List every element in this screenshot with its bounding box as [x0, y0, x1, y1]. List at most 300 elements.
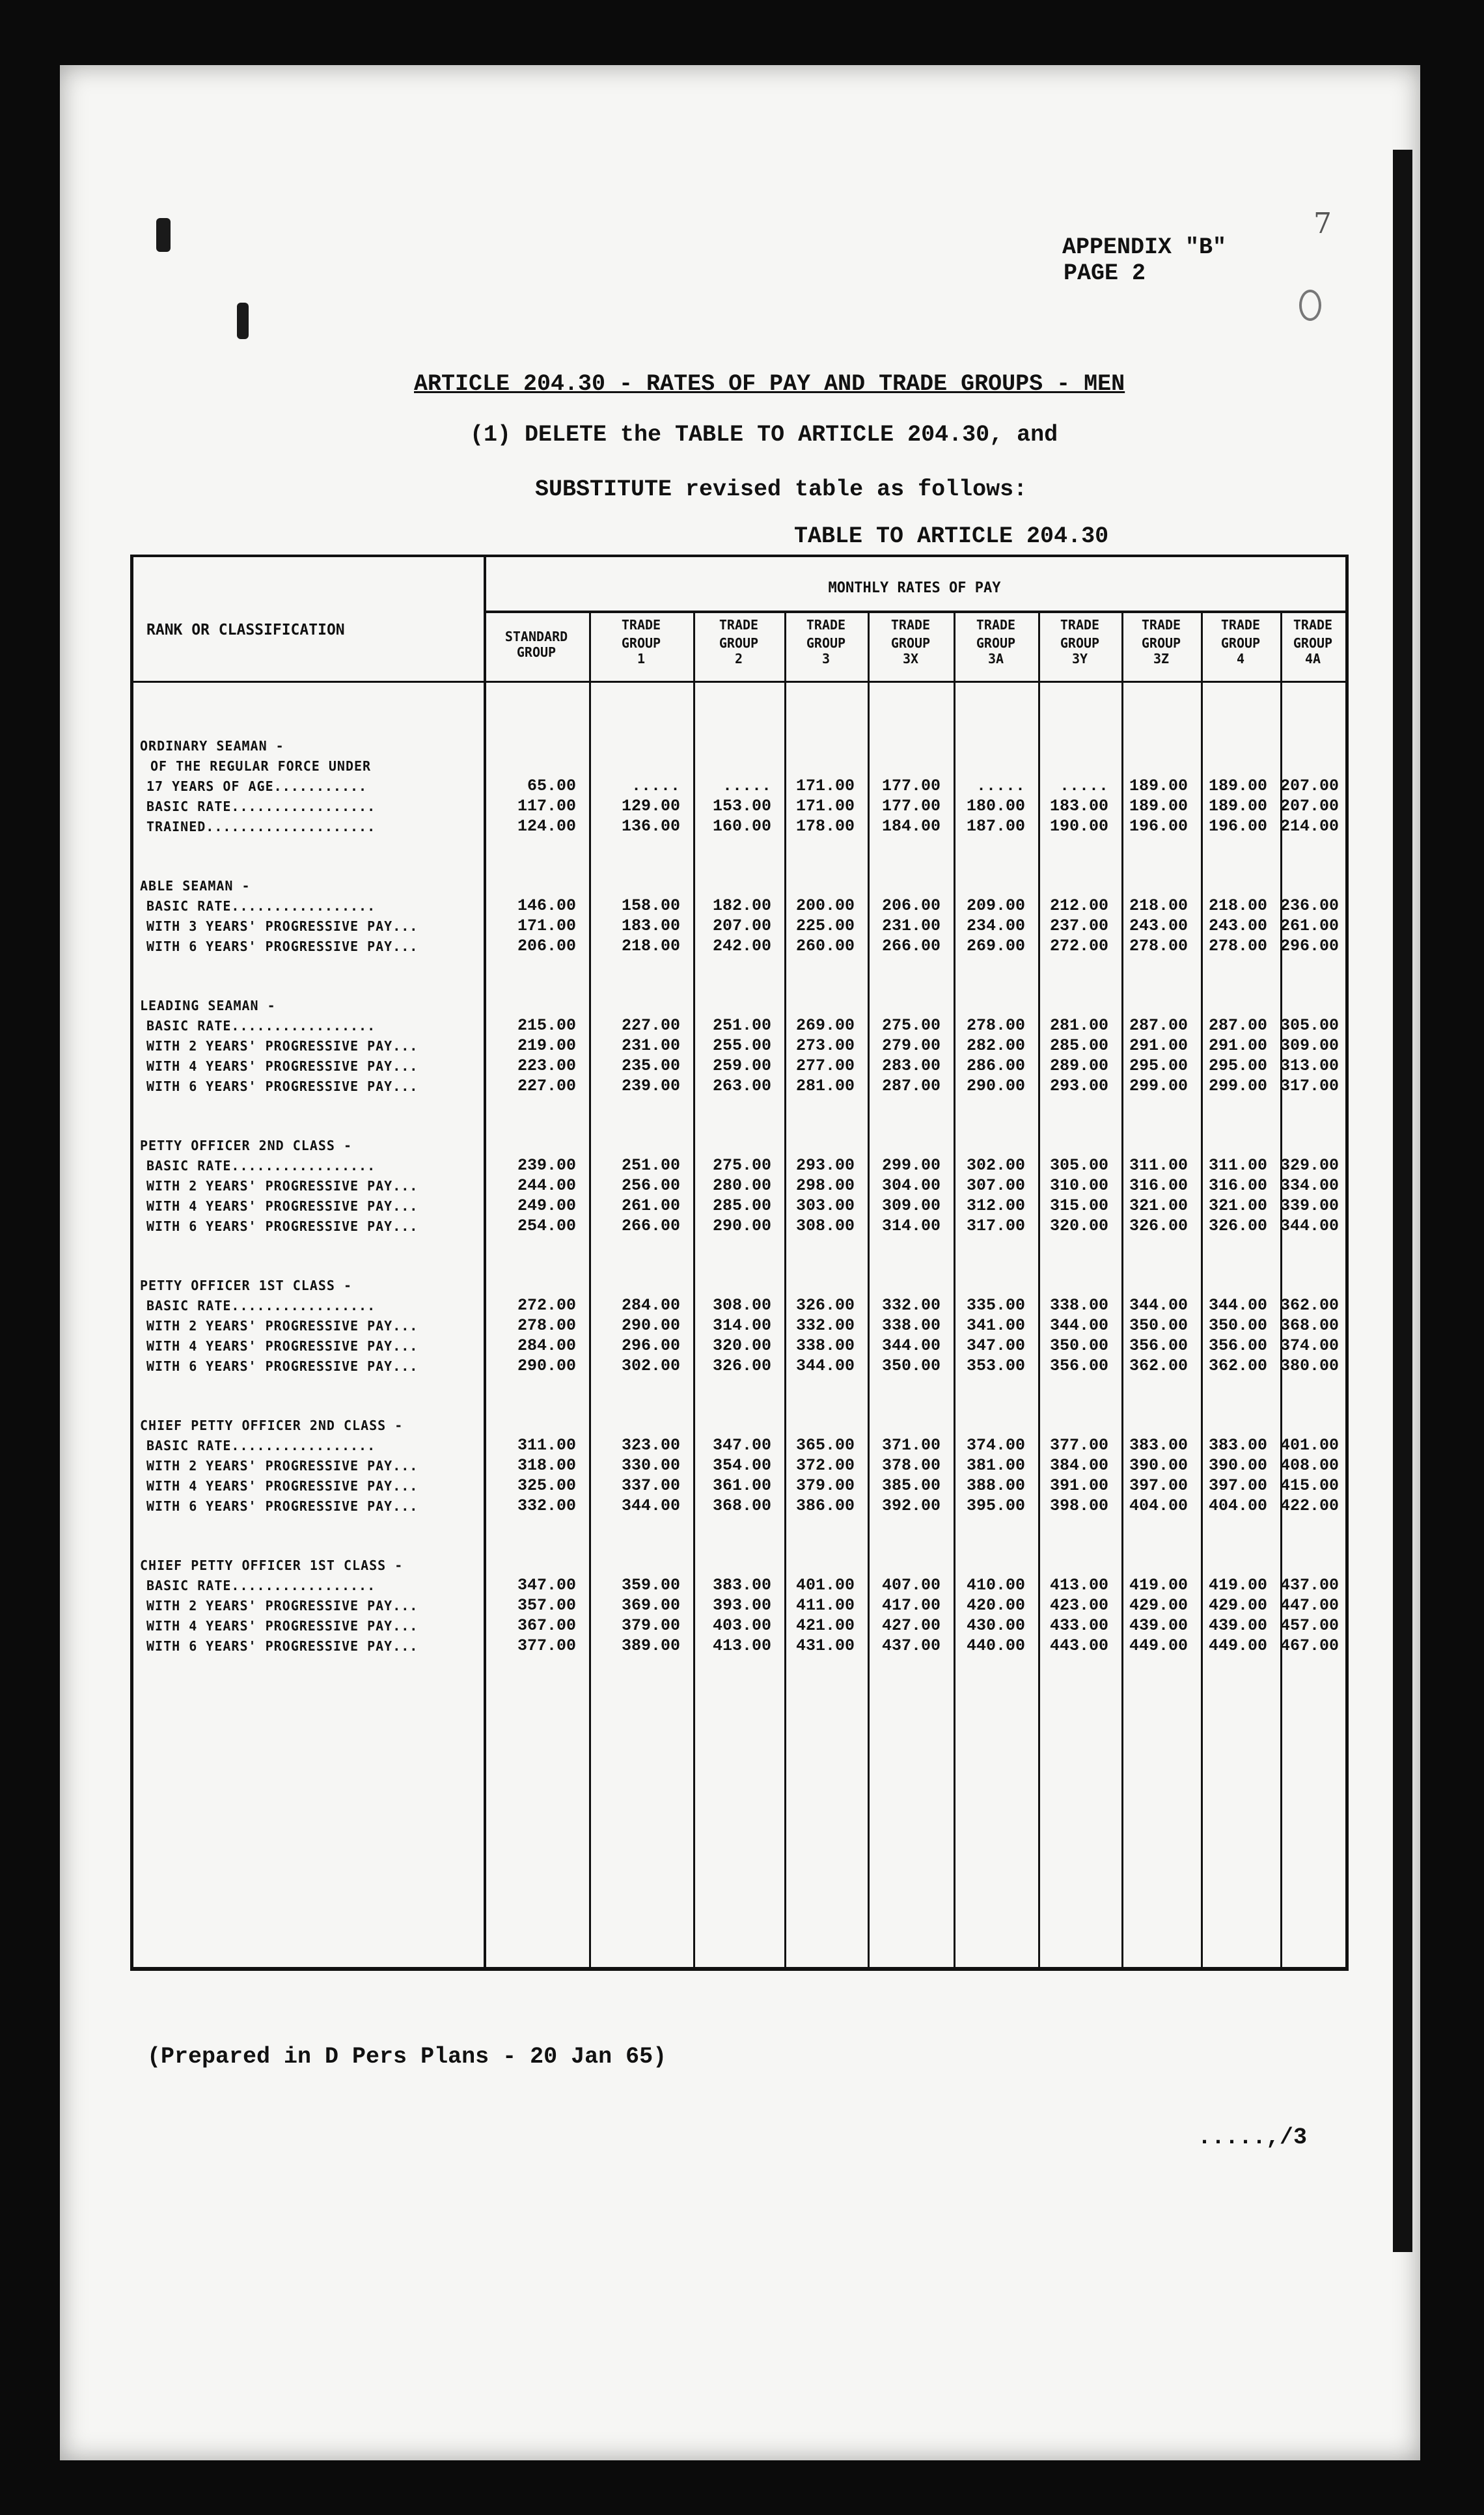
pay-cell: 362.00: [1129, 1356, 1188, 1375]
pay-cell: 447.00: [1280, 1596, 1340, 1615]
pay-cell: 254.00: [517, 1216, 576, 1235]
pay-cell: 266.00: [621, 1216, 680, 1235]
pay-cell: 243.00: [1129, 916, 1188, 935]
pay-cell: 209.00: [966, 896, 1025, 915]
instruction-substitute: SUBSTITUTE revised table as follows:: [535, 476, 1028, 502]
pay-cell: 184.00: [881, 817, 941, 836]
pay-cell: 263.00: [712, 1077, 771, 1095]
pay-cell: 377.00: [517, 1636, 576, 1655]
pay-cell: 307.00: [966, 1176, 1025, 1195]
pay-cell: 178.00: [795, 817, 855, 836]
row-label: TRAINED....................: [146, 819, 376, 834]
pay-cell: 279.00: [881, 1036, 941, 1055]
pay-cell: 243.00: [1208, 916, 1267, 935]
pay-cell: 440.00: [966, 1636, 1025, 1655]
pay-cell: 289.00: [1049, 1056, 1108, 1075]
group-heading: PETTY OFFICER 2ND CLASS -: [140, 1138, 353, 1153]
column-header-line3: 4: [1236, 651, 1245, 667]
pay-cell: 311.00: [1208, 1156, 1267, 1175]
pay-cell: 371.00: [881, 1436, 941, 1455]
pay-cell: 419.00: [1129, 1576, 1188, 1595]
column-header-line1: TRADE: [719, 617, 759, 633]
column-header-line2: GROUP: [1220, 635, 1261, 651]
row-label: BASIC RATE.................: [146, 1018, 376, 1034]
pay-cell: 290.00: [966, 1077, 1025, 1095]
pay-cell: 293.00: [795, 1156, 855, 1175]
row-label: WITH 4 YEARS' PROGRESSIVE PAY...: [146, 1198, 419, 1214]
pay-cell: 413.00: [1049, 1576, 1108, 1595]
row-label: WITH 2 YEARS' PROGRESSIVE PAY...: [146, 1598, 419, 1614]
pay-cell: 244.00: [517, 1176, 576, 1195]
pay-cell: 278.00: [1208, 937, 1267, 955]
pay-cell: 310.00: [1049, 1176, 1108, 1195]
pay-cell: 183.00: [621, 916, 680, 935]
pay-cell: 305.00: [1280, 1016, 1340, 1035]
row-label: WITH 6 YEARS' PROGRESSIVE PAY...: [146, 1498, 419, 1514]
column-header-line1: TRADE: [890, 617, 931, 633]
pay-cell: 313.00: [1280, 1056, 1340, 1075]
pay-cell: 302.00: [966, 1156, 1025, 1175]
column-header-line2: GROUP: [719, 635, 759, 651]
column-header-line2: GROUP: [890, 635, 931, 651]
pay-cell: 318.00: [517, 1456, 576, 1475]
pay-cell: 317.00: [1280, 1077, 1340, 1095]
pay-cell: 299.00: [881, 1156, 941, 1175]
pay-cell: 404.00: [1129, 1496, 1188, 1515]
pay-cell: 325.00: [517, 1476, 576, 1495]
group-heading: ABLE SEAMAN -: [140, 878, 251, 894]
pay-cell: 347.00: [517, 1576, 576, 1595]
pay-cell: 272.00: [1049, 937, 1108, 955]
pay-cell: 419.00: [1208, 1576, 1267, 1595]
pay-cell: 287.00: [1208, 1016, 1267, 1035]
pay-cell: 290.00: [621, 1316, 680, 1335]
pay-cell: 338.00: [881, 1316, 941, 1335]
pay-cell: 280.00: [712, 1176, 771, 1195]
pay-cell: 347.00: [966, 1336, 1025, 1355]
column-header-line1: STANDARD: [504, 629, 568, 644]
appendix-label: APPENDIX "B": [1062, 234, 1227, 260]
row-label: BASIC RATE.................: [146, 1438, 376, 1453]
pay-cell: 367.00: [517, 1616, 576, 1635]
pay-cell: 227.00: [621, 1016, 680, 1035]
pay-cell: 180.00: [966, 797, 1025, 816]
pay-cell: 392.00: [881, 1496, 941, 1515]
pay-cell: 287.00: [1129, 1016, 1188, 1035]
pay-cell: 368.00: [1280, 1316, 1340, 1335]
pay-cell: 261.00: [1280, 916, 1340, 935]
pay-cell: 255.00: [712, 1036, 771, 1055]
pay-cell: 356.00: [1049, 1356, 1108, 1375]
pay-cell: 158.00: [621, 896, 680, 915]
pay-cell: 129.00: [621, 797, 680, 816]
monthly-rates-header: MONTHLY RATES OF PAY: [828, 580, 1001, 596]
pay-cell: 326.00: [712, 1356, 771, 1375]
pay-cell: 242.00: [712, 937, 771, 955]
pay-cell: 338.00: [795, 1336, 855, 1355]
pay-cell: 344.00: [1208, 1296, 1267, 1315]
pay-cell: .....: [976, 776, 1025, 795]
pay-cell: 449.00: [1208, 1636, 1267, 1655]
pay-cell: 321.00: [1208, 1196, 1267, 1215]
column-header-line1: TRADE: [976, 617, 1016, 633]
column-header-line1: TRADE: [1293, 617, 1333, 633]
column-header-line3: 3X: [902, 651, 919, 667]
table-title: TABLE TO ARTICLE 204.30: [794, 523, 1109, 549]
pay-cell: 329.00: [1280, 1156, 1340, 1175]
rank-column-header: RANK OR CLASSIFICATION: [146, 622, 345, 639]
pay-cell: 212.00: [1049, 896, 1108, 915]
pay-cell: 380.00: [1280, 1356, 1340, 1375]
pay-cell: 354.00: [712, 1456, 771, 1475]
pay-cell: 231.00: [881, 916, 941, 935]
page-number: 7: [1313, 207, 1332, 240]
table-divider-line: [484, 611, 1345, 613]
pay-cell: 353.00: [966, 1356, 1025, 1375]
punch-hole-mark: [156, 218, 171, 252]
pay-cell: 309.00: [881, 1196, 941, 1215]
pay-cell: 290.00: [712, 1216, 771, 1235]
group-heading: PETTY OFFICER 1ST CLASS -: [140, 1278, 353, 1293]
pay-cell: 316.00: [1208, 1176, 1267, 1195]
pay-cell: .....: [1059, 776, 1108, 795]
pay-cell: 207.00: [712, 916, 771, 935]
pay-cell: 293.00: [1049, 1077, 1108, 1095]
pay-cell: 365.00: [795, 1436, 855, 1455]
pay-cell: 223.00: [517, 1056, 576, 1075]
pay-cell: 344.00: [881, 1336, 941, 1355]
article-title: ARTICLE 204.30 - RATES OF PAY AND TRADE GROUPS - MEN: [414, 371, 1125, 397]
pay-cell: 383.00: [712, 1576, 771, 1595]
pay-cell: 321.00: [1129, 1196, 1188, 1215]
pay-cell: 344.00: [795, 1356, 855, 1375]
row-label: WITH 4 YEARS' PROGRESSIVE PAY...: [146, 1058, 419, 1074]
pay-cell: 225.00: [795, 916, 855, 935]
pay-cell: 439.00: [1129, 1616, 1188, 1635]
pay-cell: 146.00: [517, 896, 576, 915]
pay-cell: 296.00: [1280, 937, 1340, 955]
pay-cell: 316.00: [1129, 1176, 1188, 1195]
column-header-line1: TRADE: [1060, 617, 1100, 633]
pay-cell: 390.00: [1208, 1456, 1267, 1475]
pay-cell: 433.00: [1049, 1616, 1108, 1635]
pay-cell: 239.00: [517, 1156, 576, 1175]
row-label: WITH 4 YEARS' PROGRESSIVE PAY...: [146, 1478, 419, 1494]
pay-cell: 287.00: [881, 1077, 941, 1095]
pay-cell: 189.00: [1129, 797, 1188, 816]
pay-cell: 320.00: [1049, 1216, 1108, 1235]
pay-cell: 368.00: [712, 1496, 771, 1515]
pay-cell: 350.00: [1208, 1316, 1267, 1335]
pay-cell: 284.00: [517, 1336, 576, 1355]
pay-cell: 403.00: [712, 1616, 771, 1635]
pay-cell: 302.00: [621, 1356, 680, 1375]
pay-cell: 378.00: [881, 1456, 941, 1475]
pay-cell: .....: [631, 776, 680, 795]
pay-cell: 449.00: [1129, 1636, 1188, 1655]
pay-cell: 272.00: [517, 1296, 576, 1315]
pay-cell: 393.00: [712, 1596, 771, 1615]
column-header-line2: GROUP: [1060, 635, 1100, 651]
prepared-note: (Prepared in D Pers Plans - 20 Jan 65): [147, 2044, 667, 2070]
pay-cell: 218.00: [1208, 896, 1267, 915]
pay-cell: 323.00: [621, 1436, 680, 1455]
pay-cell: 315.00: [1049, 1196, 1108, 1215]
pay-cell: 196.00: [1129, 817, 1188, 836]
column-header-line3: 3: [821, 651, 831, 667]
pay-cell: 430.00: [966, 1616, 1025, 1635]
pay-cell: 390.00: [1129, 1456, 1188, 1475]
pay-cell: 383.00: [1208, 1436, 1267, 1455]
pay-cell: 443.00: [1049, 1636, 1108, 1655]
pay-cell: 344.00: [1049, 1316, 1108, 1335]
pay-cell: 317.00: [966, 1216, 1025, 1235]
pay-cell: 369.00: [621, 1596, 680, 1615]
row-label: WITH 2 YEARS' PROGRESSIVE PAY...: [146, 1458, 419, 1474]
pay-cell: 275.00: [881, 1016, 941, 1035]
pay-cell: 124.00: [517, 817, 576, 836]
continued-marker: .....,/3: [1198, 2124, 1308, 2151]
pay-cell: 285.00: [712, 1196, 771, 1215]
pay-cell: 356.00: [1208, 1336, 1267, 1355]
pay-cell: 385.00: [881, 1476, 941, 1495]
pay-cell: 266.00: [881, 937, 941, 955]
row-label: WITH 6 YEARS' PROGRESSIVE PAY...: [146, 1218, 419, 1234]
column-header-line3: 3Y: [1071, 651, 1088, 667]
pay-cell: 309.00: [1280, 1036, 1340, 1055]
group-subheading: OF THE REGULAR FORCE UNDER: [150, 758, 372, 774]
pay-cell: 344.00: [1280, 1216, 1340, 1235]
pay-cell: 291.00: [1129, 1036, 1188, 1055]
pay-cell: 283.00: [881, 1056, 941, 1075]
pay-cell: 326.00: [1129, 1216, 1188, 1235]
pay-cell: 389.00: [621, 1636, 680, 1655]
pay-cell: 196.00: [1208, 817, 1267, 836]
pay-cell: 350.00: [1049, 1336, 1108, 1355]
pay-cell: 314.00: [712, 1316, 771, 1335]
pay-cell: 215.00: [517, 1016, 576, 1035]
pay-cell: 362.00: [1208, 1356, 1267, 1375]
column-header-line2: GROUP: [806, 635, 846, 651]
column-header-line1: TRADE: [1141, 617, 1181, 633]
column-header-line2: GROUP: [976, 635, 1016, 651]
pay-cell: 326.00: [1208, 1216, 1267, 1235]
pay-cell: 407.00: [881, 1576, 941, 1595]
pay-cell: 467.00: [1280, 1636, 1340, 1655]
pay-cell: 415.00: [1280, 1476, 1340, 1495]
pay-cell: 383.00: [1129, 1436, 1188, 1455]
pay-cell: 437.00: [881, 1636, 941, 1655]
pay-cell: 281.00: [1049, 1016, 1108, 1035]
pay-cell: 341.00: [966, 1316, 1025, 1335]
pay-cell: 206.00: [517, 937, 576, 955]
pay-cell: 282.00: [966, 1036, 1025, 1055]
pay-cell: 347.00: [712, 1436, 771, 1455]
pay-cell: 171.00: [795, 797, 855, 816]
row-label: WITH 6 YEARS' PROGRESSIVE PAY...: [146, 939, 419, 954]
pay-cell: 417.00: [881, 1596, 941, 1615]
column-header-line2: GROUP: [516, 644, 556, 660]
pay-cell: 235.00: [621, 1056, 680, 1075]
pay-cell: 337.00: [621, 1476, 680, 1495]
pay-cell: 299.00: [1208, 1077, 1267, 1095]
pay-cell: 357.00: [517, 1596, 576, 1615]
row-label: WITH 2 YEARS' PROGRESSIVE PAY...: [146, 1318, 419, 1334]
pay-cell: 291.00: [1208, 1036, 1267, 1055]
page-edge-shadow: [1393, 150, 1412, 2252]
pay-cell: 308.00: [712, 1296, 771, 1315]
pay-cell: 404.00: [1208, 1496, 1267, 1515]
pay-cell: 320.00: [712, 1336, 771, 1355]
pay-cell: 206.00: [881, 896, 941, 915]
pay-cell: 305.00: [1049, 1156, 1108, 1175]
pay-cell: 260.00: [795, 937, 855, 955]
pay-cell: 422.00: [1280, 1496, 1340, 1515]
pay-cell: 374.00: [966, 1436, 1025, 1455]
row-label: BASIC RATE.................: [146, 1298, 376, 1313]
column-header-line1: TRADE: [621, 617, 661, 633]
pay-cell: 338.00: [1049, 1296, 1108, 1315]
page-label: PAGE 2: [1064, 260, 1146, 286]
pay-cell: 285.00: [1049, 1036, 1108, 1055]
row-label: WITH 4 YEARS' PROGRESSIVE PAY...: [146, 1338, 419, 1354]
pay-cell: 401.00: [795, 1576, 855, 1595]
group-heading: CHIEF PETTY OFFICER 2ND CLASS -: [140, 1418, 404, 1433]
row-label: BASIC RATE.................: [146, 1158, 376, 1174]
pay-cell: 65.00: [527, 776, 576, 795]
row-label: WITH 2 YEARS' PROGRESSIVE PAY...: [146, 1038, 419, 1054]
column-header-line1: TRADE: [1220, 617, 1261, 633]
pay-cell: 256.00: [621, 1176, 680, 1195]
pay-cell: 295.00: [1129, 1056, 1188, 1075]
pay-cell: 308.00: [795, 1216, 855, 1235]
punch-hole-mark: [237, 303, 249, 339]
pay-cell: 303.00: [795, 1196, 855, 1215]
pay-cell: 275.00: [712, 1156, 771, 1175]
column-header-line3: 1: [637, 651, 646, 667]
pay-cell: 431.00: [795, 1636, 855, 1655]
pay-cell: 236.00: [1280, 896, 1340, 915]
pay-cell: 160.00: [712, 817, 771, 836]
column-header-line2: GROUP: [1293, 635, 1333, 651]
table-divider-line: [133, 681, 1345, 683]
pay-cell: 413.00: [712, 1636, 771, 1655]
pay-cell: 227.00: [517, 1077, 576, 1095]
pay-cell: 286.00: [966, 1056, 1025, 1075]
pay-cell: 278.00: [1129, 937, 1188, 955]
pay-cell: 377.00: [1049, 1436, 1108, 1455]
pay-cell: 189.00: [1208, 797, 1267, 816]
pay-cell: 251.00: [712, 1016, 771, 1035]
pay-cell: 339.00: [1280, 1196, 1340, 1215]
column-header-line2: GROUP: [1141, 635, 1181, 651]
pay-cell: 207.00: [1280, 797, 1340, 816]
pay-cell: 189.00: [1129, 776, 1188, 795]
row-label: WITH 4 YEARS' PROGRESSIVE PAY...: [146, 1618, 419, 1634]
pay-cell: 177.00: [881, 797, 941, 816]
group-heading: CHIEF PETTY OFFICER 1ST CLASS -: [140, 1558, 404, 1573]
pay-cell: 372.00: [795, 1456, 855, 1475]
row-label: 17 YEARS OF AGE...........: [146, 778, 368, 794]
table-divider-line: [484, 557, 486, 1967]
pay-cell: 296.00: [621, 1336, 680, 1355]
pay-cell: 386.00: [795, 1496, 855, 1515]
pay-cell: 332.00: [795, 1316, 855, 1335]
pay-cell: 379.00: [621, 1616, 680, 1635]
pay-cell: 421.00: [795, 1616, 855, 1635]
pay-cell: 281.00: [795, 1077, 855, 1095]
pay-cell: 420.00: [966, 1596, 1025, 1615]
pay-cell: 273.00: [795, 1036, 855, 1055]
row-label: WITH 6 YEARS' PROGRESSIVE PAY...: [146, 1079, 419, 1094]
pay-cell: 334.00: [1280, 1176, 1340, 1195]
pay-cell: 439.00: [1208, 1616, 1267, 1635]
pay-cell: 189.00: [1208, 776, 1267, 795]
pay-cell: 117.00: [517, 797, 576, 816]
pay-cell: 214.00: [1280, 817, 1340, 836]
pay-cell: 171.00: [795, 776, 855, 795]
pay-cell: 269.00: [795, 1016, 855, 1035]
pay-cell: 401.00: [1280, 1436, 1340, 1455]
pay-cell: 190.00: [1049, 817, 1108, 836]
row-label: BASIC RATE.................: [146, 1578, 376, 1593]
pay-cell: 395.00: [966, 1496, 1025, 1515]
pay-cell: 398.00: [1049, 1496, 1108, 1515]
pay-cell: .....: [722, 776, 771, 795]
pay-cell: 251.00: [621, 1156, 680, 1175]
pay-cell: 249.00: [517, 1196, 576, 1215]
pay-cell: 171.00: [517, 916, 576, 935]
group-heading: ORDINARY SEAMAN -: [140, 738, 284, 754]
pay-cell: 359.00: [621, 1576, 680, 1595]
pay-cell: 397.00: [1129, 1476, 1188, 1495]
pay-cell: 429.00: [1129, 1596, 1188, 1615]
row-label: WITH 6 YEARS' PROGRESSIVE PAY...: [146, 1638, 419, 1654]
pay-cell: 278.00: [966, 1016, 1025, 1035]
pay-cell: 182.00: [712, 896, 771, 915]
pay-cell: 311.00: [1129, 1156, 1188, 1175]
pay-cell: 218.00: [621, 937, 680, 955]
pay-cell: 218.00: [1129, 896, 1188, 915]
pay-cell: 344.00: [621, 1496, 680, 1515]
pay-cell: 207.00: [1280, 776, 1340, 795]
pay-cell: 231.00: [621, 1036, 680, 1055]
pay-cell: 304.00: [881, 1176, 941, 1195]
column-header-line3: 3A: [987, 651, 1004, 667]
pay-cell: 312.00: [966, 1196, 1025, 1215]
pay-cell: 388.00: [966, 1476, 1025, 1495]
pay-cell: 187.00: [966, 817, 1025, 836]
column-header-line2: GROUP: [621, 635, 661, 651]
pay-cell: 261.00: [621, 1196, 680, 1215]
pay-cell: 237.00: [1049, 916, 1108, 935]
pay-cell: 153.00: [712, 797, 771, 816]
pay-cell: 259.00: [712, 1056, 771, 1075]
pay-cell: 379.00: [795, 1476, 855, 1495]
column-header-line3: 3Z: [1153, 651, 1170, 667]
row-label: WITH 6 YEARS' PROGRESSIVE PAY...: [146, 1358, 419, 1374]
row-label: WITH 3 YEARS' PROGRESSIVE PAY...: [146, 918, 419, 934]
pay-cell: 411.00: [795, 1596, 855, 1615]
pay-cell: 437.00: [1280, 1576, 1340, 1595]
pay-cell: 239.00: [621, 1077, 680, 1095]
pay-cell: 408.00: [1280, 1456, 1340, 1475]
punch-hole-circle: [1299, 290, 1321, 321]
pay-cell: 330.00: [621, 1456, 680, 1475]
pay-cell: 423.00: [1049, 1596, 1108, 1615]
pay-cell: 356.00: [1129, 1336, 1188, 1355]
pay-cell: 457.00: [1280, 1616, 1340, 1635]
